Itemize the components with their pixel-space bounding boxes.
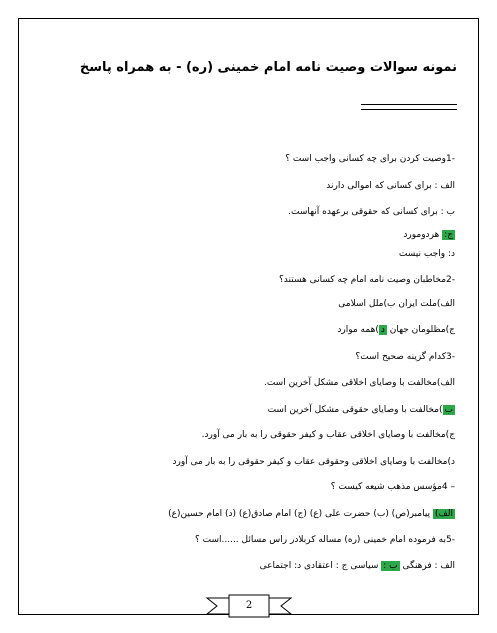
option-4: الف) پیامبر(ص) (ب) حضرت علی (ع) (ج) امام صادق(ع) (د) امام حسین(ع) (168, 509, 453, 519)
option-3c: ج)مخالفت با وصایای اخلاقی عقاب و کیفر حقوقی را به بار می آورد. (201, 430, 455, 440)
question-4: – 4مؤسس مذهب شیعه کیست ؟ (330, 482, 455, 492)
title-underline (361, 104, 457, 110)
page-number: 2 (245, 600, 253, 611)
option-2cd: ج)مظلومان جهان د)همه موارد (337, 325, 455, 335)
question-3: -3کدام گزینه صحیح است؟ (355, 352, 455, 362)
document-title: نمونه سوالات وصیت نامه امام خمینی (ره) - به همراه پاسخ (79, 60, 457, 75)
option-3d: د)مخالفت با وصایای اخلاقی وحقوقی عقاب و کیفر حقوقی را به بار می آورد (172, 457, 455, 467)
answer-highlight: ب : (383, 561, 398, 571)
option-3b: ب)مخالفت با وصایای حقوقی مشکل آخرین است (267, 405, 453, 415)
option-1c: ج: هردومورد (403, 230, 453, 240)
option-1a: الف : برای کسانی که اموالی دارند (326, 181, 455, 191)
question-2: -2مخاطبان وصیت نامه امام چه کسانی هستند؟ (279, 275, 455, 285)
answer-highlight: ج: (444, 230, 453, 240)
option-1b: ب : برای کسانی که حقوقی برعهده آنهاست. (288, 207, 455, 217)
question-5: -5به فرموده امام خمینی (ره) مساله کربلادر راس مسائل ......است ؟ (194, 535, 455, 545)
option-3a: الف)مخالفت با وصایای اخلاقی مشکل آخرین است. (263, 378, 455, 388)
answer-highlight: ب (444, 405, 453, 415)
question-1: -1وصیت کردن برای چه کسانی واجب است ؟ (285, 154, 455, 164)
answer-highlight: د (380, 325, 385, 335)
answer-highlight: الف) (434, 509, 453, 519)
option-2ab: الف)ملت ایران ب)ملل اسلامی (338, 299, 455, 309)
option-1d: د: واجب نیست (398, 249, 455, 259)
option-5: الف : فرهنگی ب : سیاسی ج : اعتقادی د: اجتماعی (259, 561, 455, 571)
